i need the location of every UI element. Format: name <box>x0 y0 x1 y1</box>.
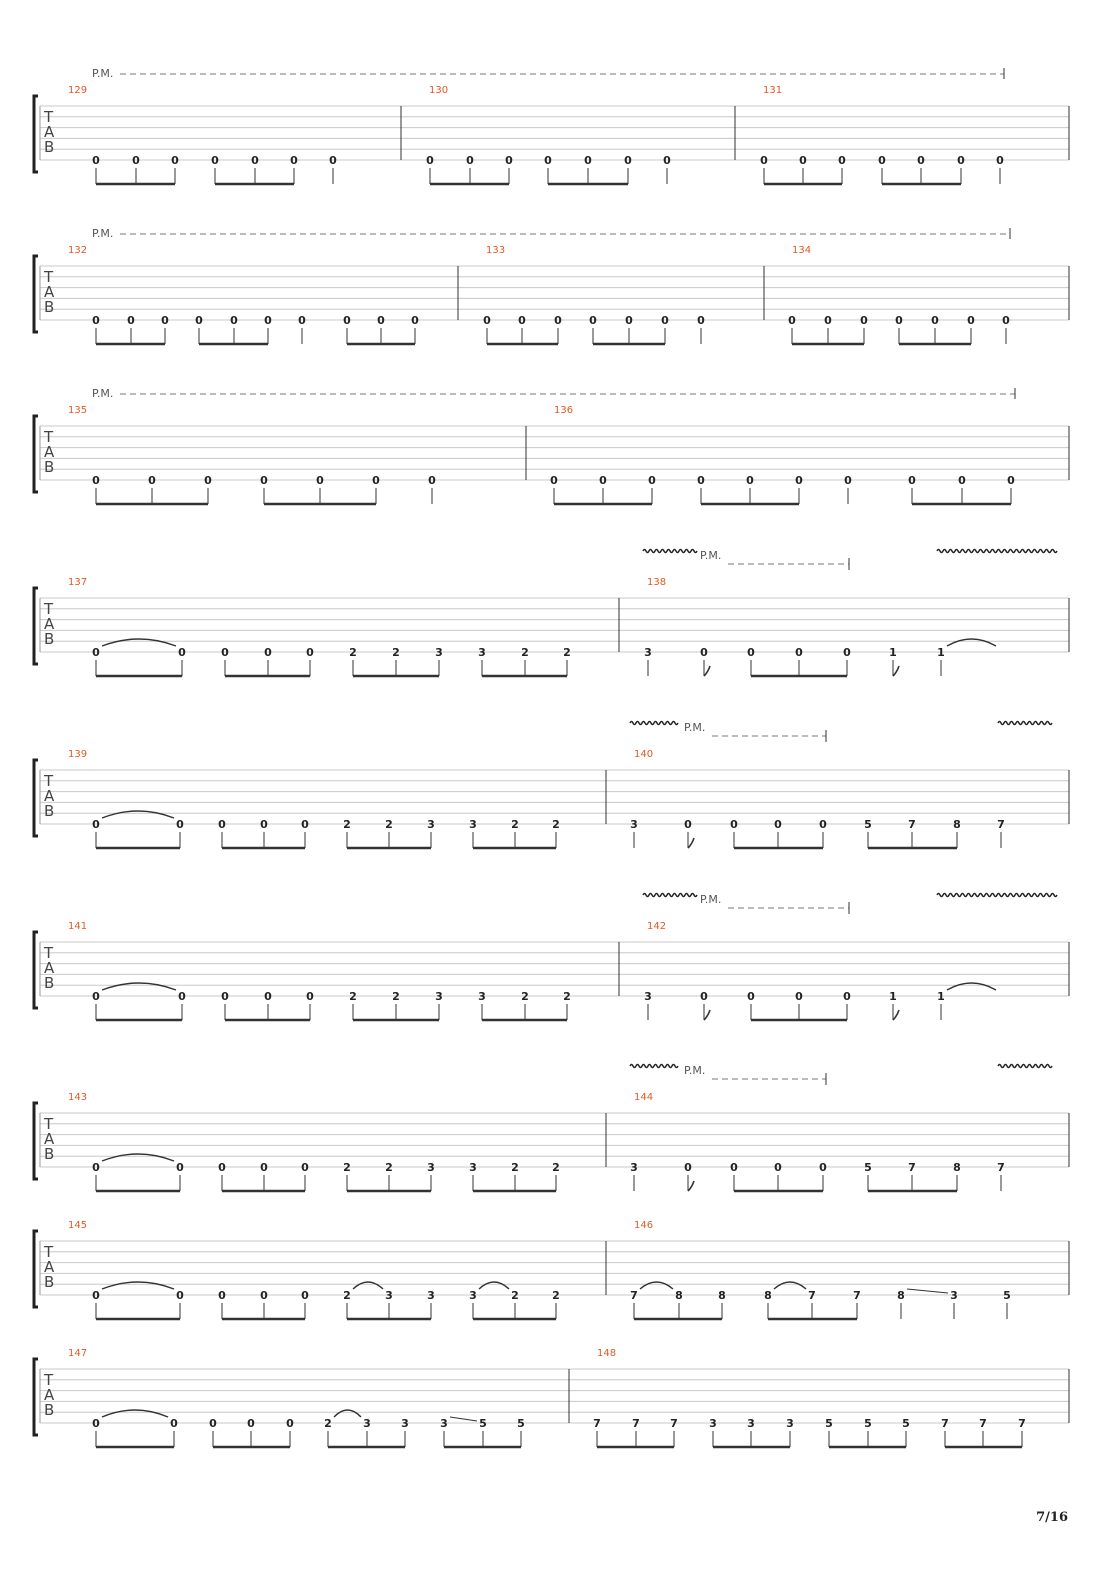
bar-number: 146 <box>634 1220 654 1231</box>
fret-number: 0 <box>170 1417 178 1430</box>
bar-number: 142 <box>647 921 667 932</box>
fret-number: 3 <box>435 990 443 1003</box>
fret-number: 0 <box>931 314 939 327</box>
fret-number: 0 <box>700 990 708 1003</box>
fret-number: 3 <box>469 818 477 831</box>
fret-number: 0 <box>260 818 268 831</box>
fret-number: 0 <box>372 474 380 487</box>
vibrato-icon <box>630 1065 678 1068</box>
fret-number: 0 <box>795 474 803 487</box>
tab-clef-t: T <box>44 944 54 962</box>
tie <box>479 1282 509 1289</box>
bar-number: 140 <box>634 749 654 760</box>
note-flag <box>704 1010 710 1020</box>
fret-number: 2 <box>385 1161 393 1174</box>
fret-number: 0 <box>917 154 925 167</box>
fret-number: 0 <box>505 154 513 167</box>
fret-number: 0 <box>92 818 100 831</box>
tab-system <box>34 893 1069 1020</box>
fret-number: 2 <box>385 818 393 831</box>
fret-number: 0 <box>700 646 708 659</box>
fret-number: 7 <box>908 1161 916 1174</box>
fret-number: 3 <box>709 1417 717 1430</box>
tab-system <box>34 387 1069 504</box>
bar-number: 143 <box>68 1092 88 1103</box>
tab-clef-a: A <box>44 443 55 461</box>
fret-number: 0 <box>624 154 632 167</box>
fret-number: 8 <box>953 818 961 831</box>
fret-number: 3 <box>786 1417 794 1430</box>
tab-clef-a: A <box>44 1258 55 1276</box>
palm-mute-label: P.M. <box>700 549 722 562</box>
fret-number: 7 <box>853 1289 861 1302</box>
fret-number: 0 <box>584 154 592 167</box>
tab-clef-b: B <box>44 1401 55 1419</box>
fret-number: 0 <box>176 1289 184 1302</box>
fret-number: 2 <box>392 990 400 1003</box>
fret-number: 8 <box>718 1289 726 1302</box>
fret-number: 0 <box>171 154 179 167</box>
fret-number: 2 <box>511 1289 519 1302</box>
fret-number: 2 <box>349 646 357 659</box>
system-bracket <box>34 932 38 1008</box>
fret-number: 2 <box>343 1161 351 1174</box>
tie <box>102 1154 174 1161</box>
fret-number: 0 <box>648 474 656 487</box>
vibrato-icon <box>630 722 678 725</box>
system-bracket <box>34 1359 38 1435</box>
fret-number: 0 <box>819 818 827 831</box>
tab-clef-a: A <box>44 283 55 301</box>
fret-number: 0 <box>844 474 852 487</box>
fret-number: 0 <box>286 1417 294 1430</box>
tie <box>102 1410 168 1417</box>
fret-number: 0 <box>92 474 100 487</box>
system-bracket <box>34 1231 38 1307</box>
fret-number: 0 <box>895 314 903 327</box>
fret-number: 5 <box>864 1161 872 1174</box>
slide <box>450 1417 477 1421</box>
fret-number: 0 <box>264 314 272 327</box>
tab-clef-b: B <box>44 138 55 156</box>
fret-number: 2 <box>563 646 571 659</box>
fret-number: 5 <box>1003 1289 1011 1302</box>
fret-number: 0 <box>290 154 298 167</box>
fret-number: 0 <box>774 818 782 831</box>
fret-number: 0 <box>697 474 705 487</box>
fret-number: 0 <box>92 154 100 167</box>
palm-mute-label: P.M. <box>700 893 722 906</box>
fret-number: 3 <box>435 646 443 659</box>
slide <box>907 1289 948 1293</box>
tab-clef-t: T <box>44 268 54 286</box>
fret-number: 0 <box>211 154 219 167</box>
note-flag <box>688 838 694 848</box>
fret-number: 2 <box>392 646 400 659</box>
fret-number: 0 <box>178 646 186 659</box>
fret-number: 0 <box>209 1417 217 1430</box>
page-number: 7/16 <box>1036 1510 1068 1525</box>
fret-number: 1 <box>889 646 897 659</box>
fret-number: 7 <box>941 1417 949 1430</box>
fret-number: 0 <box>824 314 832 327</box>
vibrato-icon <box>937 550 1057 553</box>
fret-number: 3 <box>478 646 486 659</box>
palm-mute-label: P.M. <box>92 387 114 400</box>
bar-number: 131 <box>763 85 783 96</box>
fret-number: 3 <box>440 1417 448 1430</box>
fret-number: 3 <box>469 1289 477 1302</box>
system-bracket <box>34 96 38 172</box>
fret-number: 0 <box>878 154 886 167</box>
tab-clef-t: T <box>44 772 54 790</box>
fret-number: 3 <box>630 818 638 831</box>
tab-clef-a: A <box>44 615 55 633</box>
fret-number: 0 <box>260 1161 268 1174</box>
fret-number: 0 <box>218 1161 226 1174</box>
fret-number: 7 <box>997 1161 1005 1174</box>
fret-number: 0 <box>661 314 669 327</box>
bar-number: 144 <box>634 1092 654 1103</box>
tab-clef-b: B <box>44 458 55 476</box>
fret-number: 0 <box>663 154 671 167</box>
fret-number: 7 <box>908 818 916 831</box>
fret-number: 0 <box>795 990 803 1003</box>
fret-number: 0 <box>550 474 558 487</box>
vibrato-icon <box>937 894 1057 897</box>
fret-number: 8 <box>953 1161 961 1174</box>
bar-number: 130 <box>429 85 449 96</box>
fret-number: 0 <box>746 474 754 487</box>
tab-clef-b: B <box>44 630 55 648</box>
fret-number: 2 <box>349 990 357 1003</box>
fret-number: 0 <box>301 818 309 831</box>
tie <box>640 1282 673 1289</box>
tab-clef-t: T <box>44 600 54 618</box>
tab-system <box>34 227 1069 344</box>
fret-number: 2 <box>552 1161 560 1174</box>
fret-number: 0 <box>554 314 562 327</box>
bar-number: 134 <box>792 245 812 256</box>
system-bracket <box>34 416 38 492</box>
fret-number: 1 <box>937 646 945 659</box>
note-flag <box>704 666 710 676</box>
tab-clef-b: B <box>44 802 55 820</box>
fret-number: 0 <box>747 646 755 659</box>
fret-number: 8 <box>897 1289 905 1302</box>
fret-number: 0 <box>747 990 755 1003</box>
fret-number: 0 <box>411 314 419 327</box>
fret-number: 0 <box>218 818 226 831</box>
tab-system <box>34 1348 1069 1447</box>
tab-system <box>34 549 1069 676</box>
fret-number: 0 <box>176 818 184 831</box>
tab-system <box>34 67 1069 184</box>
fret-number: 0 <box>599 474 607 487</box>
bar-number: 135 <box>68 405 88 416</box>
bar-number: 136 <box>554 405 574 416</box>
fret-number: 0 <box>795 646 803 659</box>
tab-system <box>34 721 1069 848</box>
fret-number: 0 <box>132 154 140 167</box>
fret-number: 2 <box>343 818 351 831</box>
fret-number: 8 <box>764 1289 772 1302</box>
tab-clef-a: A <box>44 787 55 805</box>
tab-clef-a: A <box>44 1130 55 1148</box>
fret-number: 0 <box>838 154 846 167</box>
fret-number: 0 <box>1002 314 1010 327</box>
fret-number: 0 <box>221 990 229 1003</box>
tie <box>947 983 996 990</box>
fret-number: 3 <box>401 1417 409 1430</box>
tab-clef-t: T <box>44 1243 54 1261</box>
fret-number: 0 <box>697 314 705 327</box>
fret-number: 0 <box>684 1161 692 1174</box>
tie <box>947 639 996 646</box>
fret-number: 0 <box>1007 474 1015 487</box>
fret-number: 0 <box>247 1417 255 1430</box>
fret-number: 0 <box>774 1161 782 1174</box>
fret-number: 0 <box>967 314 975 327</box>
bar-number: 139 <box>68 749 88 760</box>
fret-number: 7 <box>632 1417 640 1430</box>
fret-number: 0 <box>730 818 738 831</box>
palm-mute-label: P.M. <box>92 67 114 80</box>
fret-number: 0 <box>301 1289 309 1302</box>
fret-number: 0 <box>306 646 314 659</box>
fret-number: 2 <box>552 818 560 831</box>
bar-number: 148 <box>597 1348 617 1359</box>
tie <box>102 1282 174 1289</box>
fret-number: 7 <box>593 1417 601 1430</box>
tab-clef-b: B <box>44 298 55 316</box>
fret-number: 0 <box>466 154 474 167</box>
bar-number: 132 <box>68 245 88 256</box>
tab-clef-b: B <box>44 1145 55 1163</box>
fret-number: 8 <box>675 1289 683 1302</box>
fret-number: 2 <box>511 818 519 831</box>
fret-number: 2 <box>521 646 529 659</box>
fret-number: 0 <box>92 1417 100 1430</box>
tab-clef-b: B <box>44 1273 55 1291</box>
tie <box>102 983 176 990</box>
fret-number: 0 <box>843 646 851 659</box>
fret-number: 5 <box>479 1417 487 1430</box>
fret-number: 3 <box>644 990 652 1003</box>
fret-number: 0 <box>428 474 436 487</box>
system-bracket <box>34 256 38 332</box>
fret-number: 0 <box>264 646 272 659</box>
fret-number: 0 <box>957 154 965 167</box>
fret-number: 3 <box>478 990 486 1003</box>
palm-mute-label: P.M. <box>684 721 706 734</box>
fret-number: 0 <box>625 314 633 327</box>
bar-number: 137 <box>68 577 88 588</box>
tab-clef-t: T <box>44 1115 54 1133</box>
fret-number: 0 <box>908 474 916 487</box>
fret-number: 7 <box>1018 1417 1026 1430</box>
fret-number: 3 <box>469 1161 477 1174</box>
fret-number: 0 <box>176 1161 184 1174</box>
tab-system <box>34 1064 1069 1191</box>
fret-number: 3 <box>630 1161 638 1174</box>
fret-number: 0 <box>92 990 100 1003</box>
bar-number: 147 <box>68 1348 88 1359</box>
fret-number: 3 <box>747 1417 755 1430</box>
tie <box>353 1282 383 1289</box>
fret-number: 0 <box>127 314 135 327</box>
note-flag <box>893 666 899 676</box>
fret-number: 0 <box>195 314 203 327</box>
fret-number: 5 <box>864 1417 872 1430</box>
bar-number: 133 <box>486 245 506 256</box>
fret-number: 0 <box>426 154 434 167</box>
fret-number: 3 <box>427 818 435 831</box>
fret-number: 7 <box>630 1289 638 1302</box>
tab-clef-b: B <box>44 974 55 992</box>
tab-clef-t: T <box>44 428 54 446</box>
system-bracket <box>34 588 38 664</box>
fret-number: 7 <box>808 1289 816 1302</box>
fret-number: 0 <box>518 314 526 327</box>
fret-number: 5 <box>517 1417 525 1430</box>
fret-number: 7 <box>979 1417 987 1430</box>
fret-number: 0 <box>788 314 796 327</box>
tab-clef-t: T <box>44 1371 54 1389</box>
fret-number: 3 <box>950 1289 958 1302</box>
note-flag <box>893 1010 899 1020</box>
fret-number: 0 <box>799 154 807 167</box>
tab-clef-a: A <box>44 123 55 141</box>
fret-number: 0 <box>298 314 306 327</box>
fret-number: 0 <box>343 314 351 327</box>
fret-number: 0 <box>996 154 1004 167</box>
bar-number: 138 <box>647 577 667 588</box>
tab-clef-t: T <box>44 108 54 126</box>
fret-number: 0 <box>148 474 156 487</box>
fret-number: 0 <box>843 990 851 1003</box>
fret-number: 0 <box>260 1289 268 1302</box>
note-flag <box>688 1181 694 1191</box>
fret-number: 2 <box>511 1161 519 1174</box>
fret-number: 0 <box>218 1289 226 1302</box>
fret-number: 5 <box>825 1417 833 1430</box>
fret-number: 0 <box>589 314 597 327</box>
fret-number: 7 <box>997 818 1005 831</box>
fret-number: 5 <box>902 1417 910 1430</box>
fret-number: 0 <box>92 314 100 327</box>
system-bracket <box>34 1103 38 1179</box>
fret-number: 0 <box>264 990 272 1003</box>
fret-number: 3 <box>427 1161 435 1174</box>
fret-number: 2 <box>343 1289 351 1302</box>
tab-clef-a: A <box>44 959 55 977</box>
fret-number: 0 <box>251 154 259 167</box>
fret-number: 2 <box>563 990 571 1003</box>
fret-number: 5 <box>864 818 872 831</box>
tie <box>102 639 176 646</box>
fret-number: 0 <box>92 1161 100 1174</box>
tie <box>102 811 174 818</box>
fret-number: 0 <box>544 154 552 167</box>
palm-mute-label: P.M. <box>684 1064 706 1077</box>
fret-number: 3 <box>363 1417 371 1430</box>
fret-number: 3 <box>427 1289 435 1302</box>
fret-number: 0 <box>329 154 337 167</box>
bar-number: 129 <box>68 85 88 96</box>
tie <box>774 1282 806 1289</box>
fret-number: 2 <box>324 1417 332 1430</box>
fret-number: 0 <box>161 314 169 327</box>
fret-number: 0 <box>260 474 268 487</box>
fret-number: 1 <box>937 990 945 1003</box>
vibrato-icon <box>998 1065 1052 1068</box>
fret-number: 0 <box>92 646 100 659</box>
fret-number: 0 <box>230 314 238 327</box>
fret-number: 0 <box>92 1289 100 1302</box>
fret-number: 0 <box>204 474 212 487</box>
fret-number: 0 <box>221 646 229 659</box>
tab-system <box>34 1220 1069 1319</box>
fret-number: 0 <box>377 314 385 327</box>
fret-number: 0 <box>178 990 186 1003</box>
fret-number: 3 <box>385 1289 393 1302</box>
fret-number: 1 <box>889 990 897 1003</box>
fret-number: 7 <box>670 1417 678 1430</box>
fret-number: 2 <box>521 990 529 1003</box>
tab-clef-a: A <box>44 1386 55 1404</box>
fret-number: 3 <box>644 646 652 659</box>
palm-mute-label: P.M. <box>92 227 114 240</box>
fret-number: 0 <box>819 1161 827 1174</box>
fret-number: 0 <box>301 1161 309 1174</box>
fret-number: 0 <box>316 474 324 487</box>
fret-number: 0 <box>306 990 314 1003</box>
vibrato-icon <box>998 722 1052 725</box>
fret-number: 0 <box>958 474 966 487</box>
fret-number: 0 <box>483 314 491 327</box>
fret-number: 0 <box>760 154 768 167</box>
system-bracket <box>34 760 38 836</box>
bar-number: 141 <box>68 921 88 932</box>
vibrato-icon <box>643 894 697 897</box>
fret-number: 0 <box>730 1161 738 1174</box>
vibrato-icon <box>643 550 697 553</box>
fret-number: 0 <box>860 314 868 327</box>
tie <box>334 1410 361 1417</box>
fret-number: 0 <box>684 818 692 831</box>
fret-number: 2 <box>552 1289 560 1302</box>
bar-number: 145 <box>68 1220 88 1231</box>
